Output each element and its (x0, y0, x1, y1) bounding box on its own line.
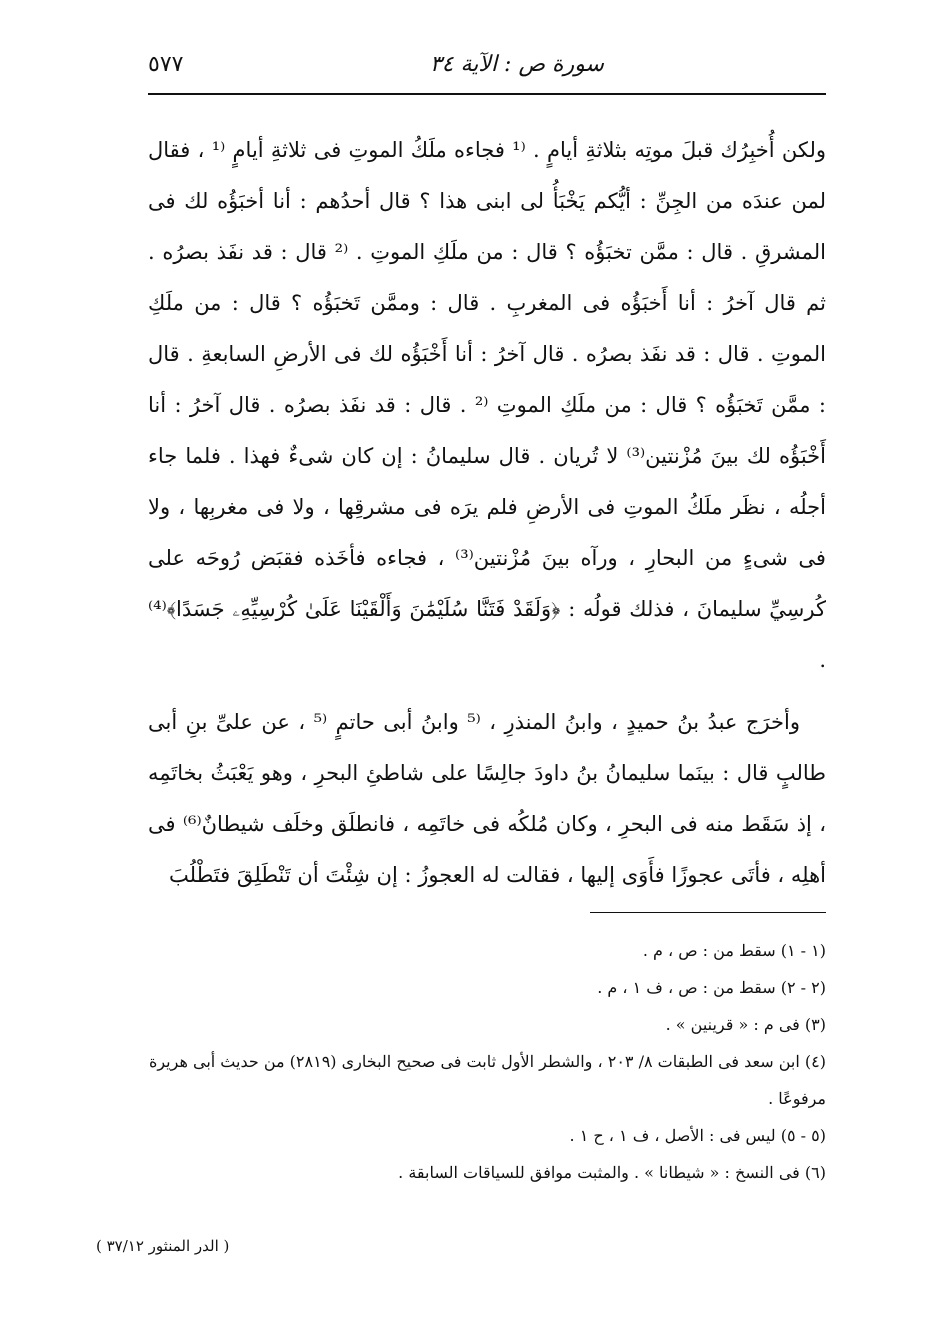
footnote: (٤) ابن سعد فى الطبقات ٨/ ٢٠٣ ، والشطر الأول ثابت فى صحيح البخارى (٢٨١٩) من حديث أبى هريرة مرفوعًا . (148, 1052, 826, 1108)
footnote: (٦) فى النسخ : « شيطانا » . والمثبت موافق للسياقات السابقة . (398, 1163, 826, 1182)
page-number: ٥٧٧ (148, 52, 184, 77)
volume-reference: ( الدر المنثور ٣٧/١٢ ) (96, 1237, 230, 1255)
footnote: (٢ - ٢) سقط من : ص ، ف ١ ، م . (597, 978, 826, 997)
footnotes (148, 932, 826, 1191)
footnote: (١ - ١) سقط من : ص ، م . (642, 941, 826, 960)
running-title: سورة ص : الآية ٣٤ (429, 52, 604, 77)
paragraph: وأخرَج عبدُ بنُ حميدٍ ، وابنُ المنذرِ ، ⁽⁵ وابنُ أبى حاتمٍ ⁽⁵ ، عن علىِّ بنِ أبى طالبٍ قال : بينَما سليمانُ بنُ داودَ جالِسًا على شاطئِ البحرِ ، وهو يَعْبَثُ بخاتَمِه ، إذ سَقَط منه فى البحرِ ، وكان مُلكُه فى خاتَمِه ، فانطلَق وخلَف شيطانٌ⁽⁶⁾ فى أهلِه ، فأتَى عجوزًا فأَوَى إليها ، فقالت له العجوزُ : إن شِئْتَ أن تَنْطَلِقَ فتَطْلُبَ (148, 710, 827, 887)
footnote-separator (590, 912, 826, 913)
header-rule (148, 93, 826, 95)
main-text (148, 125, 826, 901)
page-header (148, 48, 826, 88)
footnote: (٥ - ٥) ليس فى : الأصل ، ف ١ ، ح ١ . (569, 1126, 826, 1145)
footnote: (٣) فى م : « قرينين » . (665, 1015, 826, 1034)
paragraph: ولكن أُخبِرُك قبلَ موتِه بثلاثةِ أيامٍ . ⁽¹ فجاءه ملَكُ الموتِ فى ثلاثةِ أيامٍ ⁽¹ ، فقال لمن عندَه من الجِنِّ : أيُّكم يَخْبَأُ لى ابنى هذا ؟ قال أحدُهم : أنا أخبَؤُه لك فى المشرقِ . قال : ممَّن تخبَؤُه ؟ قال : من ملَكِ الموتِ . ⁽² قال : قد نفَذ بصرُه . ثم قال آخرُ : أنا أَخبَؤُه فى المغربِ . قال : وممَّن تَخبَؤُه ؟ قال : من ملَكِ الموتِ . قال : قد نفَذ بصرُه . قال آخرُ : أنا أَخْبَؤُه لك فى الأرضِ السابعةِ . قال : ممَّن تَخبَؤُه ؟ قال : من ملَكِ الموتِ ⁽² . قال : قد نفَذ بصرُه . قال آخرُ : أنا أَخْبَؤُه لك بينَ مُزْنتين⁽³⁾ لا تُريان . قال سليمانُ : إن كان شىءٌ فهذا . فلما جاء أجلُه ، نظَر ملَكُ الموتِ فى الأرضِ فلم يرَه فى مشرقِها ، ولا فى مغربِها ، ولا فى شىءٍ من البحارِ ، ورآه بينَ مُزْنتين⁽³⁾ ، فجاءه فأخَذه فقبَض رُوحَه على كُرسِيِّ سليمانَ ، فذلك قولُه : ﴿وَلَقَدْ فَتَنَّا سُلَيْمَٰنَ وَأَلْقَيْنَا عَلَىٰ كُرْسِيِّهِۦ جَسَدًا﴾⁽⁴⁾ . (148, 138, 827, 672)
